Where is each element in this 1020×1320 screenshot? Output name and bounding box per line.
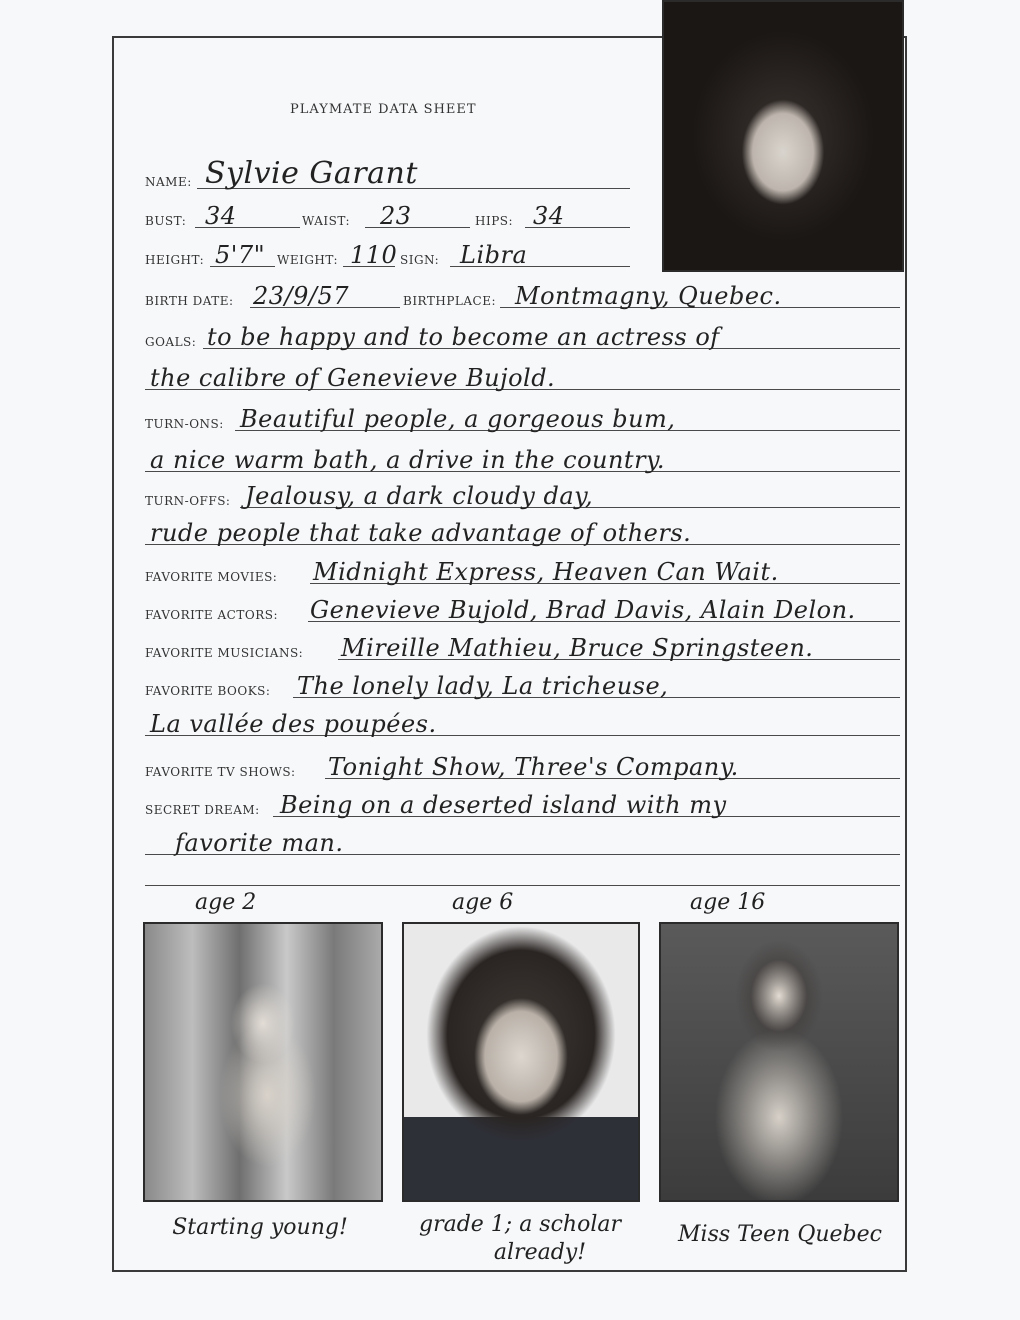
hips-label: HIPS: (475, 214, 514, 228)
field-musicians (145, 636, 900, 666)
name-value: Sylvie Garant (205, 156, 418, 191)
field-actors (145, 598, 900, 628)
caption-age-6-line2: already! (493, 1240, 587, 1265)
turn-offs-line1: Jealousy, a dark cloudy day, (245, 482, 594, 510)
caption-age-16: Miss Teen Quebec (678, 1222, 882, 1247)
weight-value: 110 (350, 241, 398, 269)
field-secret-dream (145, 793, 900, 823)
bust-label: BUST: (145, 214, 187, 228)
caption-age-6-line1: grade 1; a scholar (418, 1212, 622, 1237)
turn-offs-line2: rude people that take advantage of others. (150, 519, 692, 547)
field-books (145, 674, 900, 704)
goals-line2: the calibre of Genevieve Bujold. (150, 364, 556, 392)
turn-ons-line2: a nice warm bath, a drive in the country. (150, 446, 666, 474)
goals-line1: to be happy and to become an actress of (207, 323, 720, 351)
field-measurements (145, 204, 900, 234)
turn-ons-line1: Beautiful people, a gorgeous bum, (240, 405, 676, 433)
musicians-value: Mireille Mathieu, Bruce Springsteen. (341, 634, 814, 662)
sign-value: Libra (460, 241, 528, 269)
musicians-label: FAVORITE MUSICIANS: (145, 646, 304, 660)
name-label: NAME: (145, 175, 192, 189)
sheet-title: PLAYMATE DATA SHEET (290, 102, 477, 117)
actors-label: FAVORITE ACTORS: (145, 608, 278, 622)
hips-value: 34 (533, 202, 565, 230)
goals-label: GOALS: (145, 335, 197, 349)
turn-ons-label: TURN-ONS: (145, 417, 224, 431)
actors-value: Genevieve Bujold, Brad Davis, Alain Delon. (310, 596, 856, 624)
books-label: FAVORITE BOOKS: (145, 684, 271, 698)
dream-line2: favorite man. (175, 829, 344, 857)
books-line2: La vallée des poupées. (150, 710, 437, 738)
field-height-weight-sign (145, 243, 900, 273)
height-label: HEIGHT: (145, 253, 205, 267)
movies-label: FAVORITE MOVIES: (145, 570, 278, 584)
waist-value: 23 (380, 202, 412, 230)
height-value: 5'7" (215, 241, 266, 269)
field-turn-ons (145, 407, 900, 437)
field-books-cont (145, 712, 900, 742)
field-movies (145, 560, 900, 590)
birthplace-value: Montmagny, Quebec. (515, 282, 782, 310)
photo-age-2 (143, 922, 383, 1202)
movies-value: Midnight Express, Heaven Can Wait. (313, 558, 779, 586)
field-goals-cont (145, 366, 900, 396)
tv-value: Tonight Show, Three's Company. (328, 753, 739, 781)
dream-line1: Being on a deserted island with my (280, 791, 727, 819)
birth-date-label: BIRTH DATE: (145, 294, 234, 308)
age-label-3: age 16 (690, 890, 766, 915)
bust-value: 34 (205, 202, 237, 230)
field-goals (145, 325, 900, 355)
age-label-1: age 2 (195, 890, 257, 915)
section-divider (145, 885, 900, 886)
turn-offs-label: TURN-OFFS: (145, 494, 231, 508)
tv-label: FAVORITE TV SHOWS: (145, 765, 296, 779)
field-turn-offs (145, 484, 900, 514)
photo-age-6 (402, 922, 640, 1202)
photo-age-16 (659, 922, 899, 1202)
field-turn-ons-cont (145, 448, 900, 478)
books-line1: The lonely lady, La tricheuse, (297, 672, 669, 700)
birthplace-label: BIRTHPLACE: (403, 294, 497, 308)
birth-date-value: 23/9/57 (253, 282, 350, 310)
field-birth (145, 284, 900, 314)
sign-label: SIGN: (400, 253, 440, 267)
caption-age-2: Starting young! (172, 1215, 348, 1240)
waist-label: WAIST: (302, 214, 350, 228)
age-label-2: age 6 (452, 890, 514, 915)
field-turn-offs-cont (145, 521, 900, 551)
dream-label: SECRET DREAM: (145, 803, 260, 817)
field-name (145, 156, 900, 195)
field-secret-dream-cont (145, 831, 900, 861)
field-tv-shows (145, 755, 900, 785)
weight-label: WEIGHT: (277, 253, 339, 267)
